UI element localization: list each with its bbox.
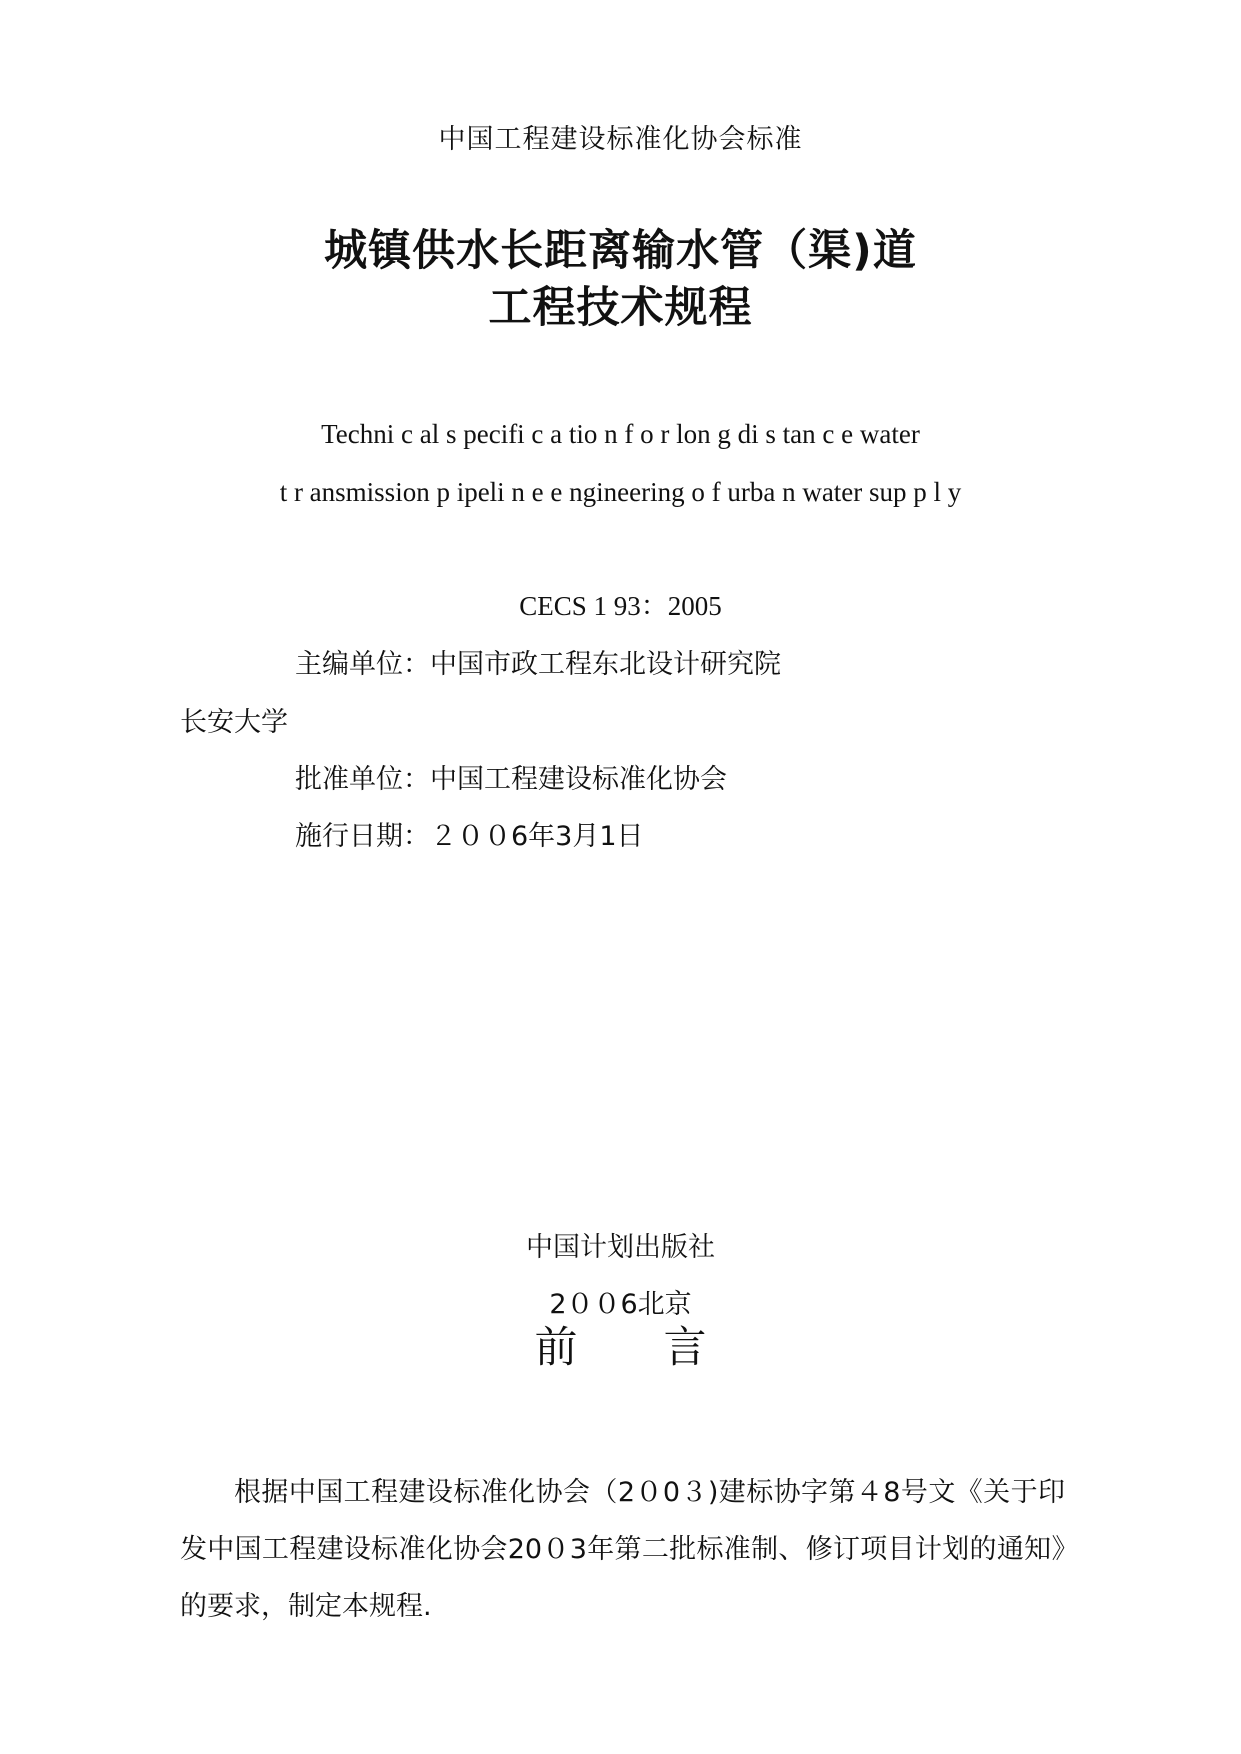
english-title-line-2: t r ansmission p ipeli n e e ngineering o f urba n water sup p l y [279,477,962,507]
publisher-name: 中国计划出版社 [526,1232,715,1263]
english-title-line-1: Techni c al s pecifi c a tio n f o r lon g di s tan c e water [321,419,920,449]
preface-paragraph: 根据中国工程建设标准化协会（2０0３)建标协字第４8号文《关于印发中国工程建设标准化协会20０3年第二批标准制、修订项目计划的通知》的要求，制定本规程. [180,1477,1065,1622]
editor-unit-secondary: 长安大学 [180,707,288,738]
editor-unit-primary: 主编单位：中国市政工程东北设计研究院 [295,649,781,680]
series-title: 中国工程建设标准化协会标准 [438,124,803,155]
effective-date: 施行日期：２００6年3月1日 [295,821,644,852]
main-title-line-2: 工程技术规程 [488,283,753,333]
publish-year-place: 2００6北京 [549,1289,692,1320]
approval-unit: 批准单位：中国工程建设标准化协会 [295,764,727,795]
main-title-line-1: 城镇供水长距离输水管（渠)道 [324,226,917,276]
standard-code: CECS 1 93：2005 [519,591,722,621]
preface-heading: 前 言 [534,1323,707,1373]
